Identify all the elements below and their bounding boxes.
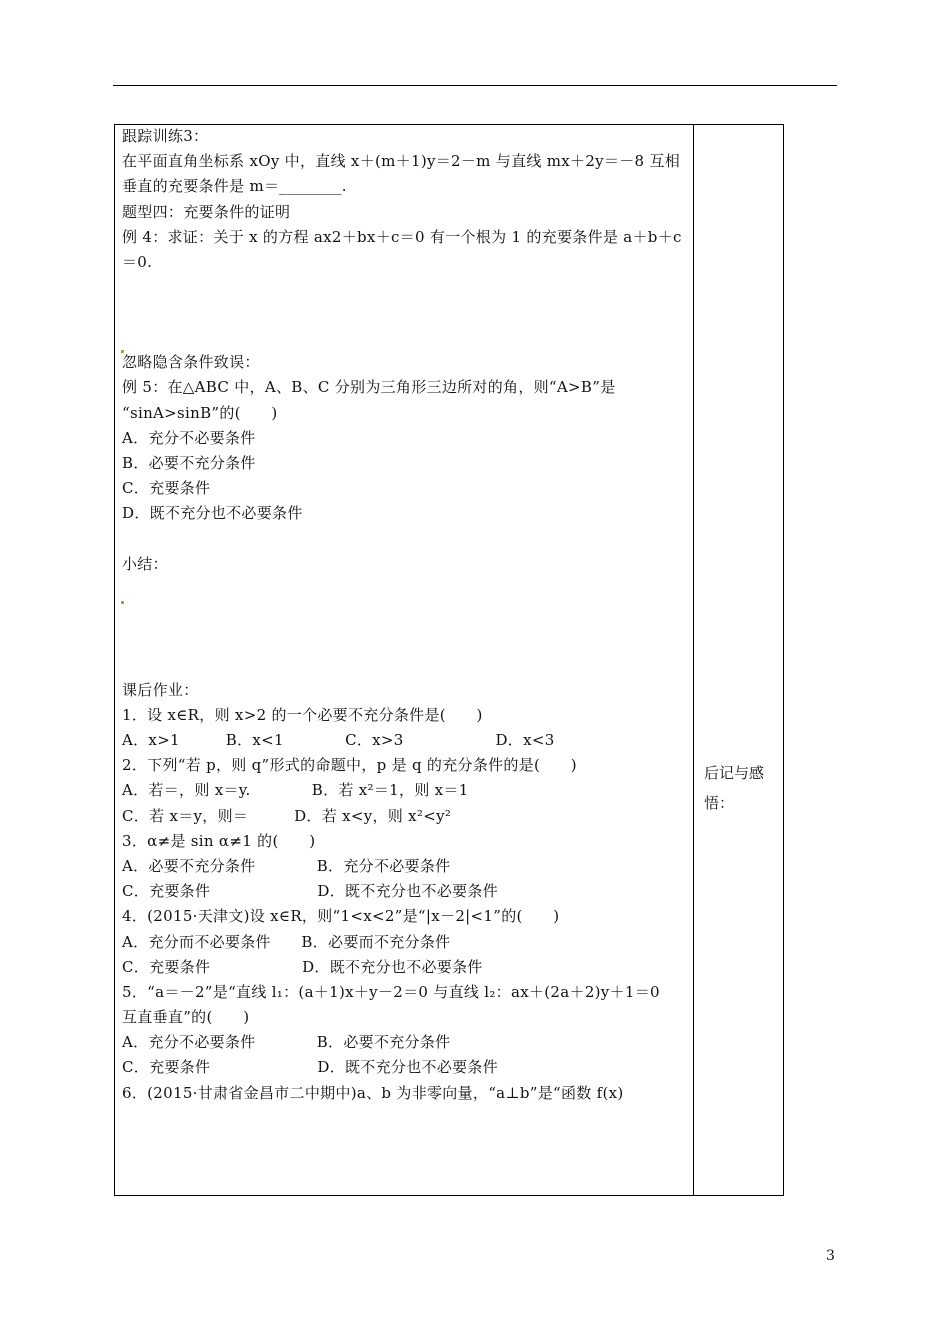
text-line: C．若 x＝y，则＝ D．若 x<y，则 x²<y² [122, 806, 452, 825]
header-rule [113, 85, 837, 86]
text-line: C．充要条件 D．既不充分也不必要条件 [122, 1058, 499, 1077]
text-line: A．充分而不必要条件 B．必要而不充分条件 [122, 932, 451, 951]
afterword-label: 悟： [704, 794, 735, 812]
text-line: A．若＝，则 x＝y. B．若 x²＝1，则 x＝1 [122, 781, 469, 800]
blank-space [122, 526, 688, 552]
text-line: C．充要条件 D．既不充分也不必要条件 [122, 957, 483, 976]
text-line: C．充要条件 D．既不充分也不必要条件 [122, 882, 499, 901]
text-line: 2．下列“若 p，则 q”形式的命题中，p 是 q 的充分条件的是( ) [122, 756, 577, 775]
text-line: A．充分不必要条件 [122, 428, 256, 447]
text-line: 忽略隐含条件致误： [122, 353, 260, 372]
text-line: 例 4：求证：关于 x 的方程 ax2＋bx＋c＝0 有一个根为 1 的充要条件是 a＋b＋c [122, 227, 682, 246]
text-line: “sinA>sinB”的( ) [122, 403, 278, 422]
text-line: 例 5：在△ABC 中，A、B、C 分别为三角形三边所对的角，则“A>B”是 [122, 378, 616, 397]
text-line: A．x>1 B．x<1 C．x>3 D．x<3 [122, 731, 555, 749]
summary-block [122, 552, 688, 577]
text-line: 3．α≠是 sin α≠1 的( ) [122, 831, 316, 850]
stray-mark [121, 350, 124, 353]
text-line: 课后作业： [122, 680, 199, 699]
text-line: A．必要不充分条件 B．充分不必要条件 [122, 856, 451, 875]
afterword-column [704, 758, 782, 818]
text-line: 在平面直角坐标系 xOy 中，直线 x＋(m＋1)y＝2－m 与直线 mx＋2y＝－8 互相 [122, 152, 681, 171]
answer-space [122, 275, 688, 350]
text-line: 垂直的充要条件是 m＝________. [122, 177, 347, 196]
text-line: D．既不充分也不必要条件 [122, 504, 303, 523]
text-line: 题型四：充要条件的证明 [122, 202, 291, 221]
main-content [122, 124, 688, 1106]
page-number: 3 [826, 1248, 835, 1264]
text-line: 1．设 x∈R，则 x>2 的一个必要不充分条件是( ) [122, 705, 483, 724]
text-line: A．充分不必要条件 B．必要不充分条件 [122, 1033, 451, 1052]
afterword-label: 后记与感 [704, 764, 765, 782]
stray-mark [121, 601, 124, 604]
practice-block [122, 124, 688, 275]
homework-block [122, 678, 688, 1106]
text-line: ＝0. [122, 252, 153, 271]
text-line: 4．(2015·天津文)设 x∈R，则“1<x<2”是“|x－2|<1”的( ) [122, 907, 560, 926]
text-line: 5．“a＝－2”是“直线 l₁：(a＋1)x＋y－2＝0 与直线 l₂：ax＋(2a＋2)y＋1＝0 [122, 982, 660, 1001]
text-line: C．充要条件 [122, 479, 211, 498]
text-line: 6．(2015·甘肃省金昌市二中期中)a、b 为非零向量，“a⊥b”是“函数 f(x) [122, 1083, 624, 1102]
column-divider [693, 124, 694, 1196]
example5-block [122, 350, 688, 526]
text-line: 跟踪训练3： [122, 127, 209, 145]
text-line: B．必要不充分条件 [122, 453, 256, 472]
summary-space [122, 578, 688, 678]
text-line: 小结： [122, 555, 168, 574]
text-line: 互直垂直”的( ) [122, 1008, 250, 1027]
